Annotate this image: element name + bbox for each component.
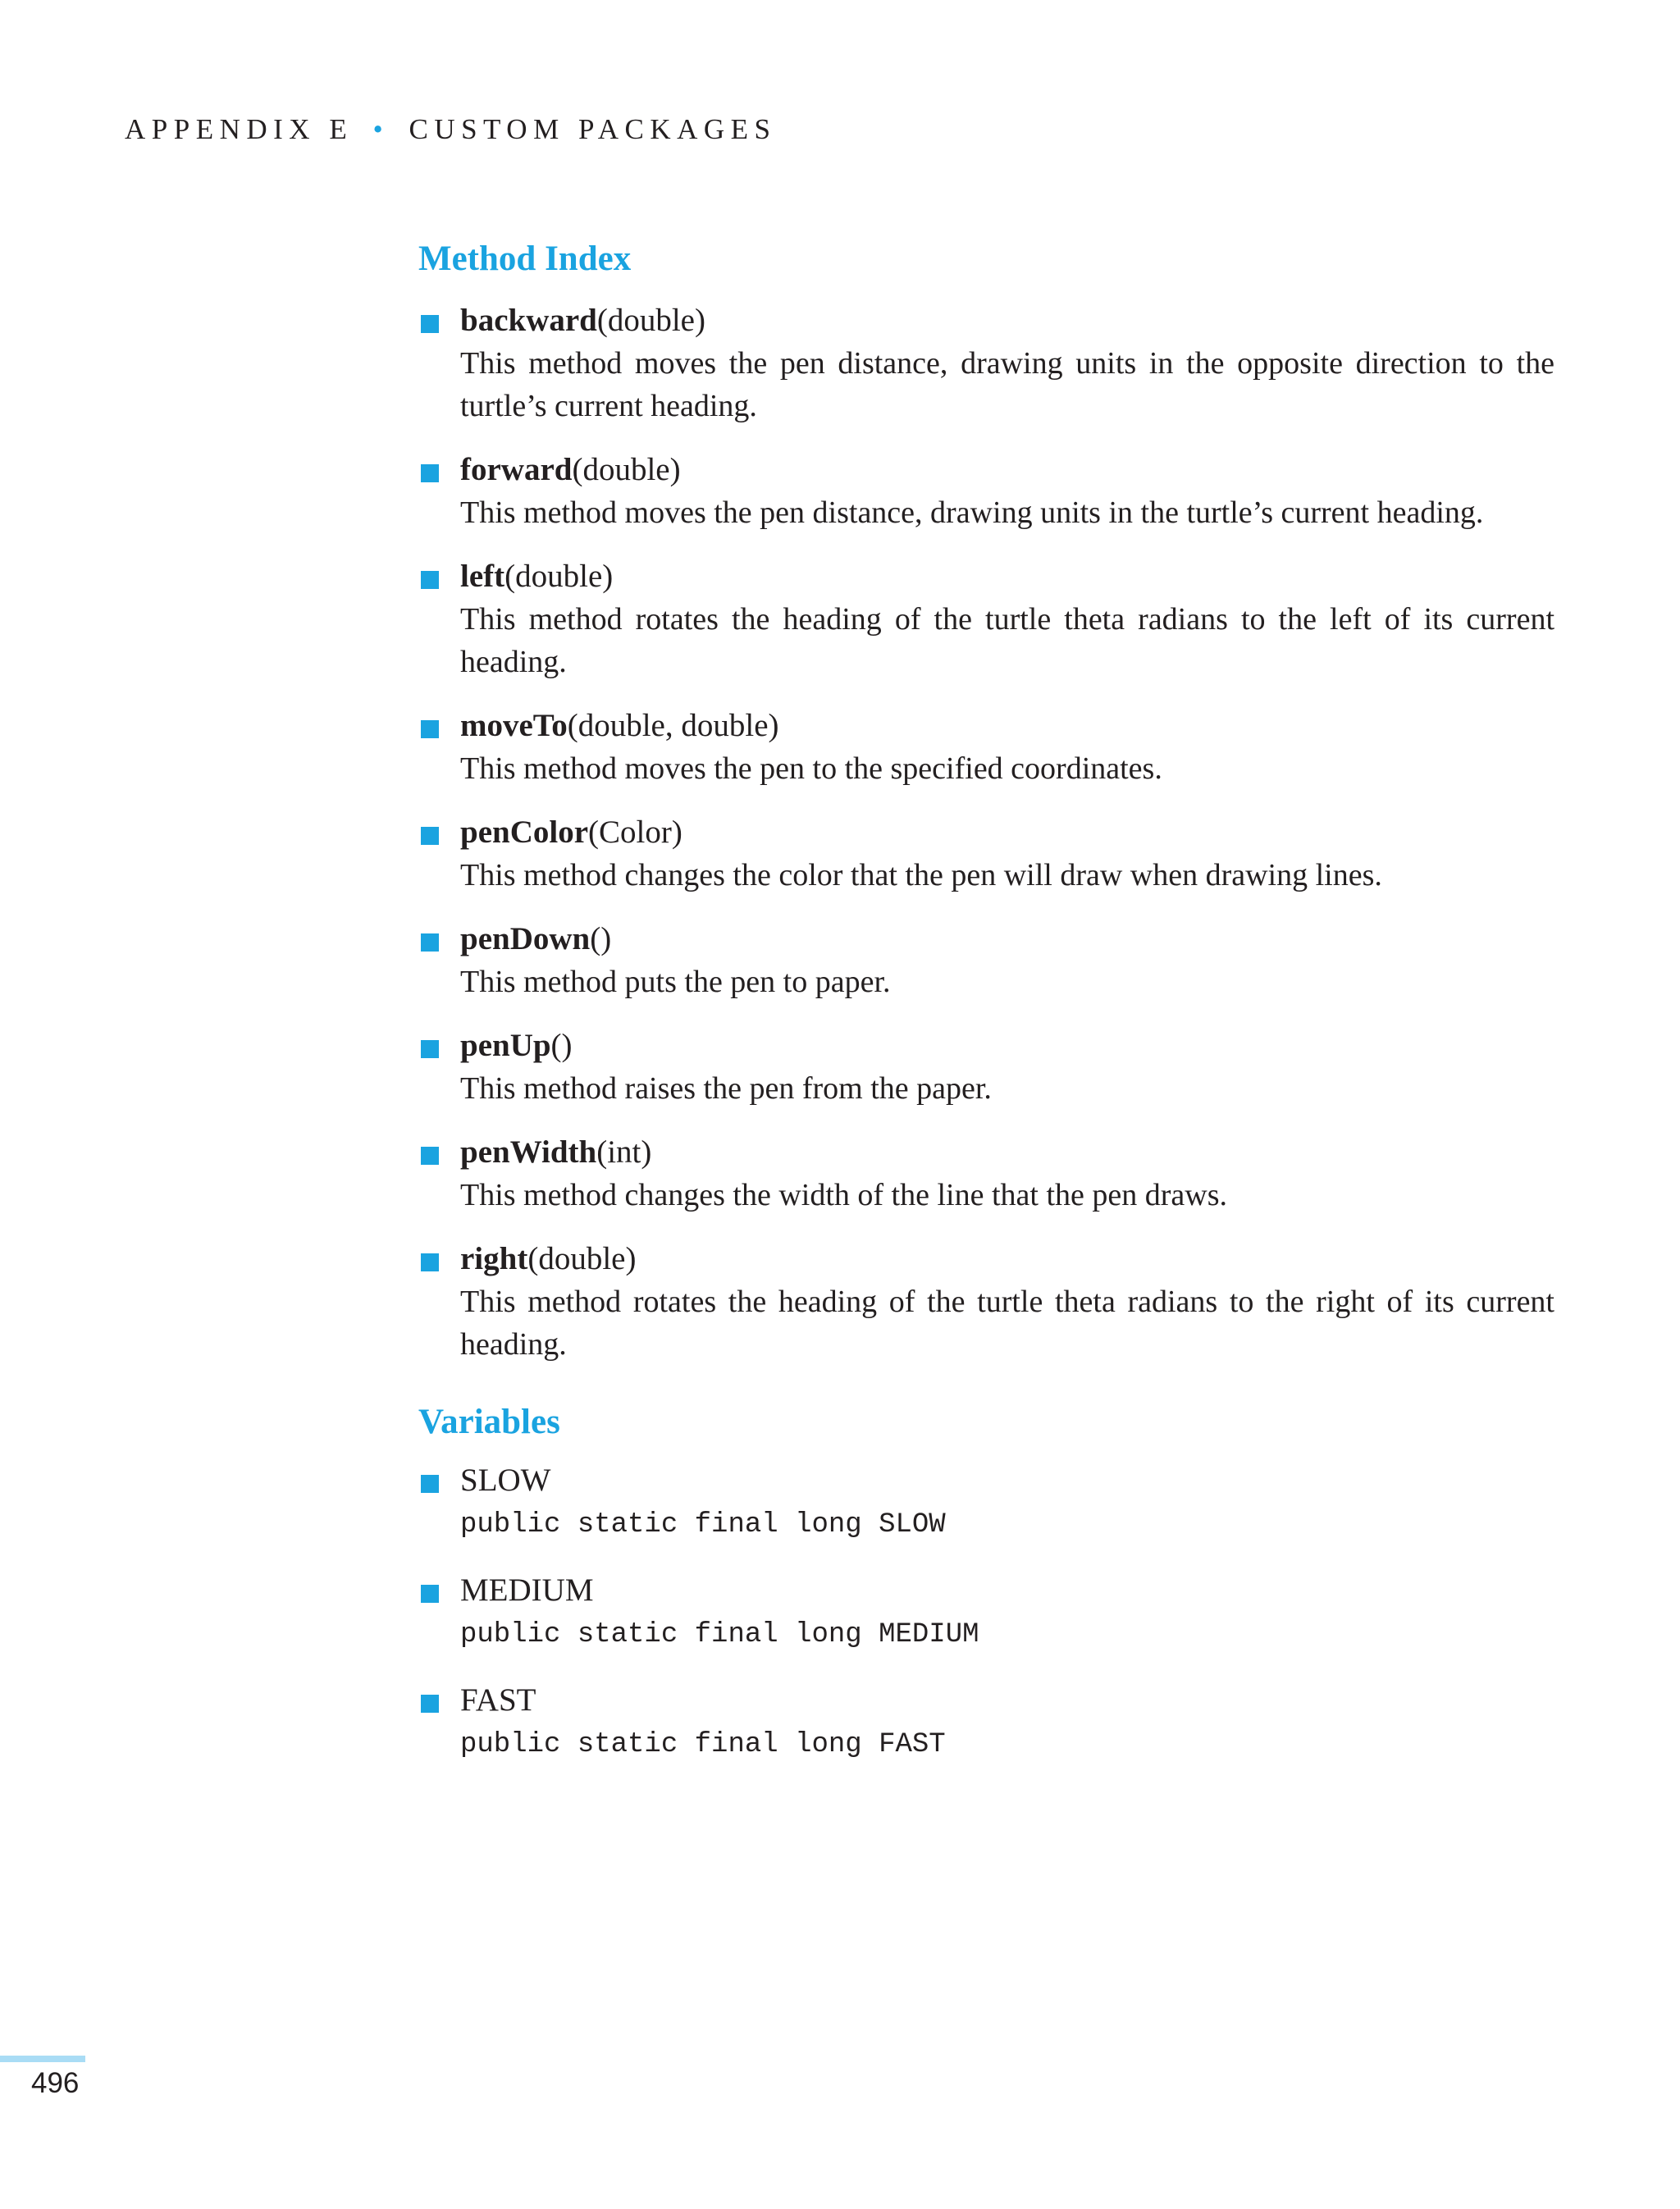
variable-list (418, 1459, 1554, 1766)
method-name: right (460, 1241, 528, 1276)
variables-heading: Variables (418, 1403, 560, 1441)
method-params: (double) (596, 303, 705, 338)
method-name: penUp (460, 1028, 551, 1063)
method-signature (460, 449, 1554, 491)
method-description: This method changes the color that the pen will draw when drawing lines. (460, 858, 1382, 892)
method-item-forward (418, 449, 1554, 534)
variable-item-fast (418, 1679, 1554, 1766)
page-number-bar (0, 2056, 85, 2062)
method-params: () (550, 1028, 573, 1063)
running-head (125, 113, 777, 146)
running-head-title: CUSTOM PACKAGES (409, 113, 777, 145)
method-params: (Color) (588, 815, 682, 850)
variable-name: MEDIUM (460, 1572, 594, 1608)
variable-item-slow (418, 1459, 1554, 1546)
bullet-square-icon (421, 933, 439, 952)
bullet-square-icon (421, 1585, 439, 1603)
method-description: This method moves the pen to the specified coordinates. (460, 751, 1162, 786)
method-item-moveto (418, 705, 1554, 790)
method-item-pencolor (418, 811, 1554, 897)
variable-declaration: public static final long MEDIUM (460, 1619, 979, 1650)
bullet-square-icon (421, 827, 439, 845)
bullet-square-icon (421, 315, 439, 333)
bullet-square-icon (421, 571, 439, 589)
bullet-square-icon (421, 1147, 439, 1165)
running-head-appendix: APPENDIX E (125, 113, 354, 145)
method-name: moveTo (460, 708, 568, 743)
method-item-backward (418, 299, 1554, 427)
method-name: forward (460, 452, 573, 487)
method-name: penColor (460, 815, 588, 850)
method-name: penWidth (460, 1134, 597, 1170)
method-description: This method raises the pen from the paper. (460, 1071, 992, 1106)
method-signature (460, 555, 1554, 598)
method-item-left (418, 555, 1554, 683)
method-item-penwidth (418, 1131, 1554, 1216)
bullet-square-icon (421, 1040, 439, 1058)
method-signature (460, 918, 1554, 961)
method-params: (double) (572, 452, 681, 487)
variable-name: SLOW (460, 1463, 551, 1498)
bullet-square-icon (421, 1695, 439, 1713)
bullet-square-icon (421, 464, 439, 482)
method-signature (460, 299, 1554, 342)
method-signature (460, 1238, 1554, 1280)
method-list (418, 299, 1554, 1366)
method-params: () (590, 921, 612, 956)
method-item-penup (418, 1025, 1554, 1110)
method-signature (460, 811, 1554, 854)
bullet-square-icon (421, 1475, 439, 1493)
method-params: (double) (527, 1241, 637, 1276)
method-name: penDown (460, 921, 591, 956)
method-name: backward (460, 303, 597, 338)
method-signature (460, 705, 1554, 747)
method-signature (460, 1131, 1554, 1174)
running-head-separator: • (372, 113, 390, 145)
method-description: This method puts the pen to paper. (460, 965, 891, 999)
bullet-square-icon (421, 720, 439, 738)
method-index-heading: Method Index (418, 240, 632, 278)
method-description: This method rotates the heading of the turtle theta radians to the right of its current heading. (460, 1285, 1554, 1362)
method-params: (double) (504, 559, 614, 594)
bullet-square-icon (421, 1253, 439, 1271)
method-item-right (418, 1238, 1554, 1366)
method-signature (460, 1025, 1554, 1067)
variable-declaration: public static final long SLOW (460, 1509, 946, 1540)
method-params: (int) (596, 1134, 652, 1170)
method-description: This method moves the pen distance, drawing units in the opposite direction to the turtle’s current heading. (460, 346, 1554, 423)
page-number: 496 (31, 2067, 80, 2099)
variable-declaration: public static final long FAST (460, 1729, 946, 1760)
method-description: This method changes the width of the line that the pen draws. (460, 1178, 1227, 1212)
variable-name: FAST (460, 1682, 536, 1718)
main-content (418, 234, 1554, 1789)
variable-item-medium (418, 1569, 1554, 1656)
method-item-pendown (418, 918, 1554, 1003)
method-description: This method moves the pen distance, drawing units in the turtle’s current heading. (460, 495, 1484, 530)
method-description: This method rotates the heading of the turtle theta radians to the left of its current heading. (460, 602, 1554, 679)
method-name: left (460, 559, 505, 594)
method-params: (double, double) (567, 708, 779, 743)
